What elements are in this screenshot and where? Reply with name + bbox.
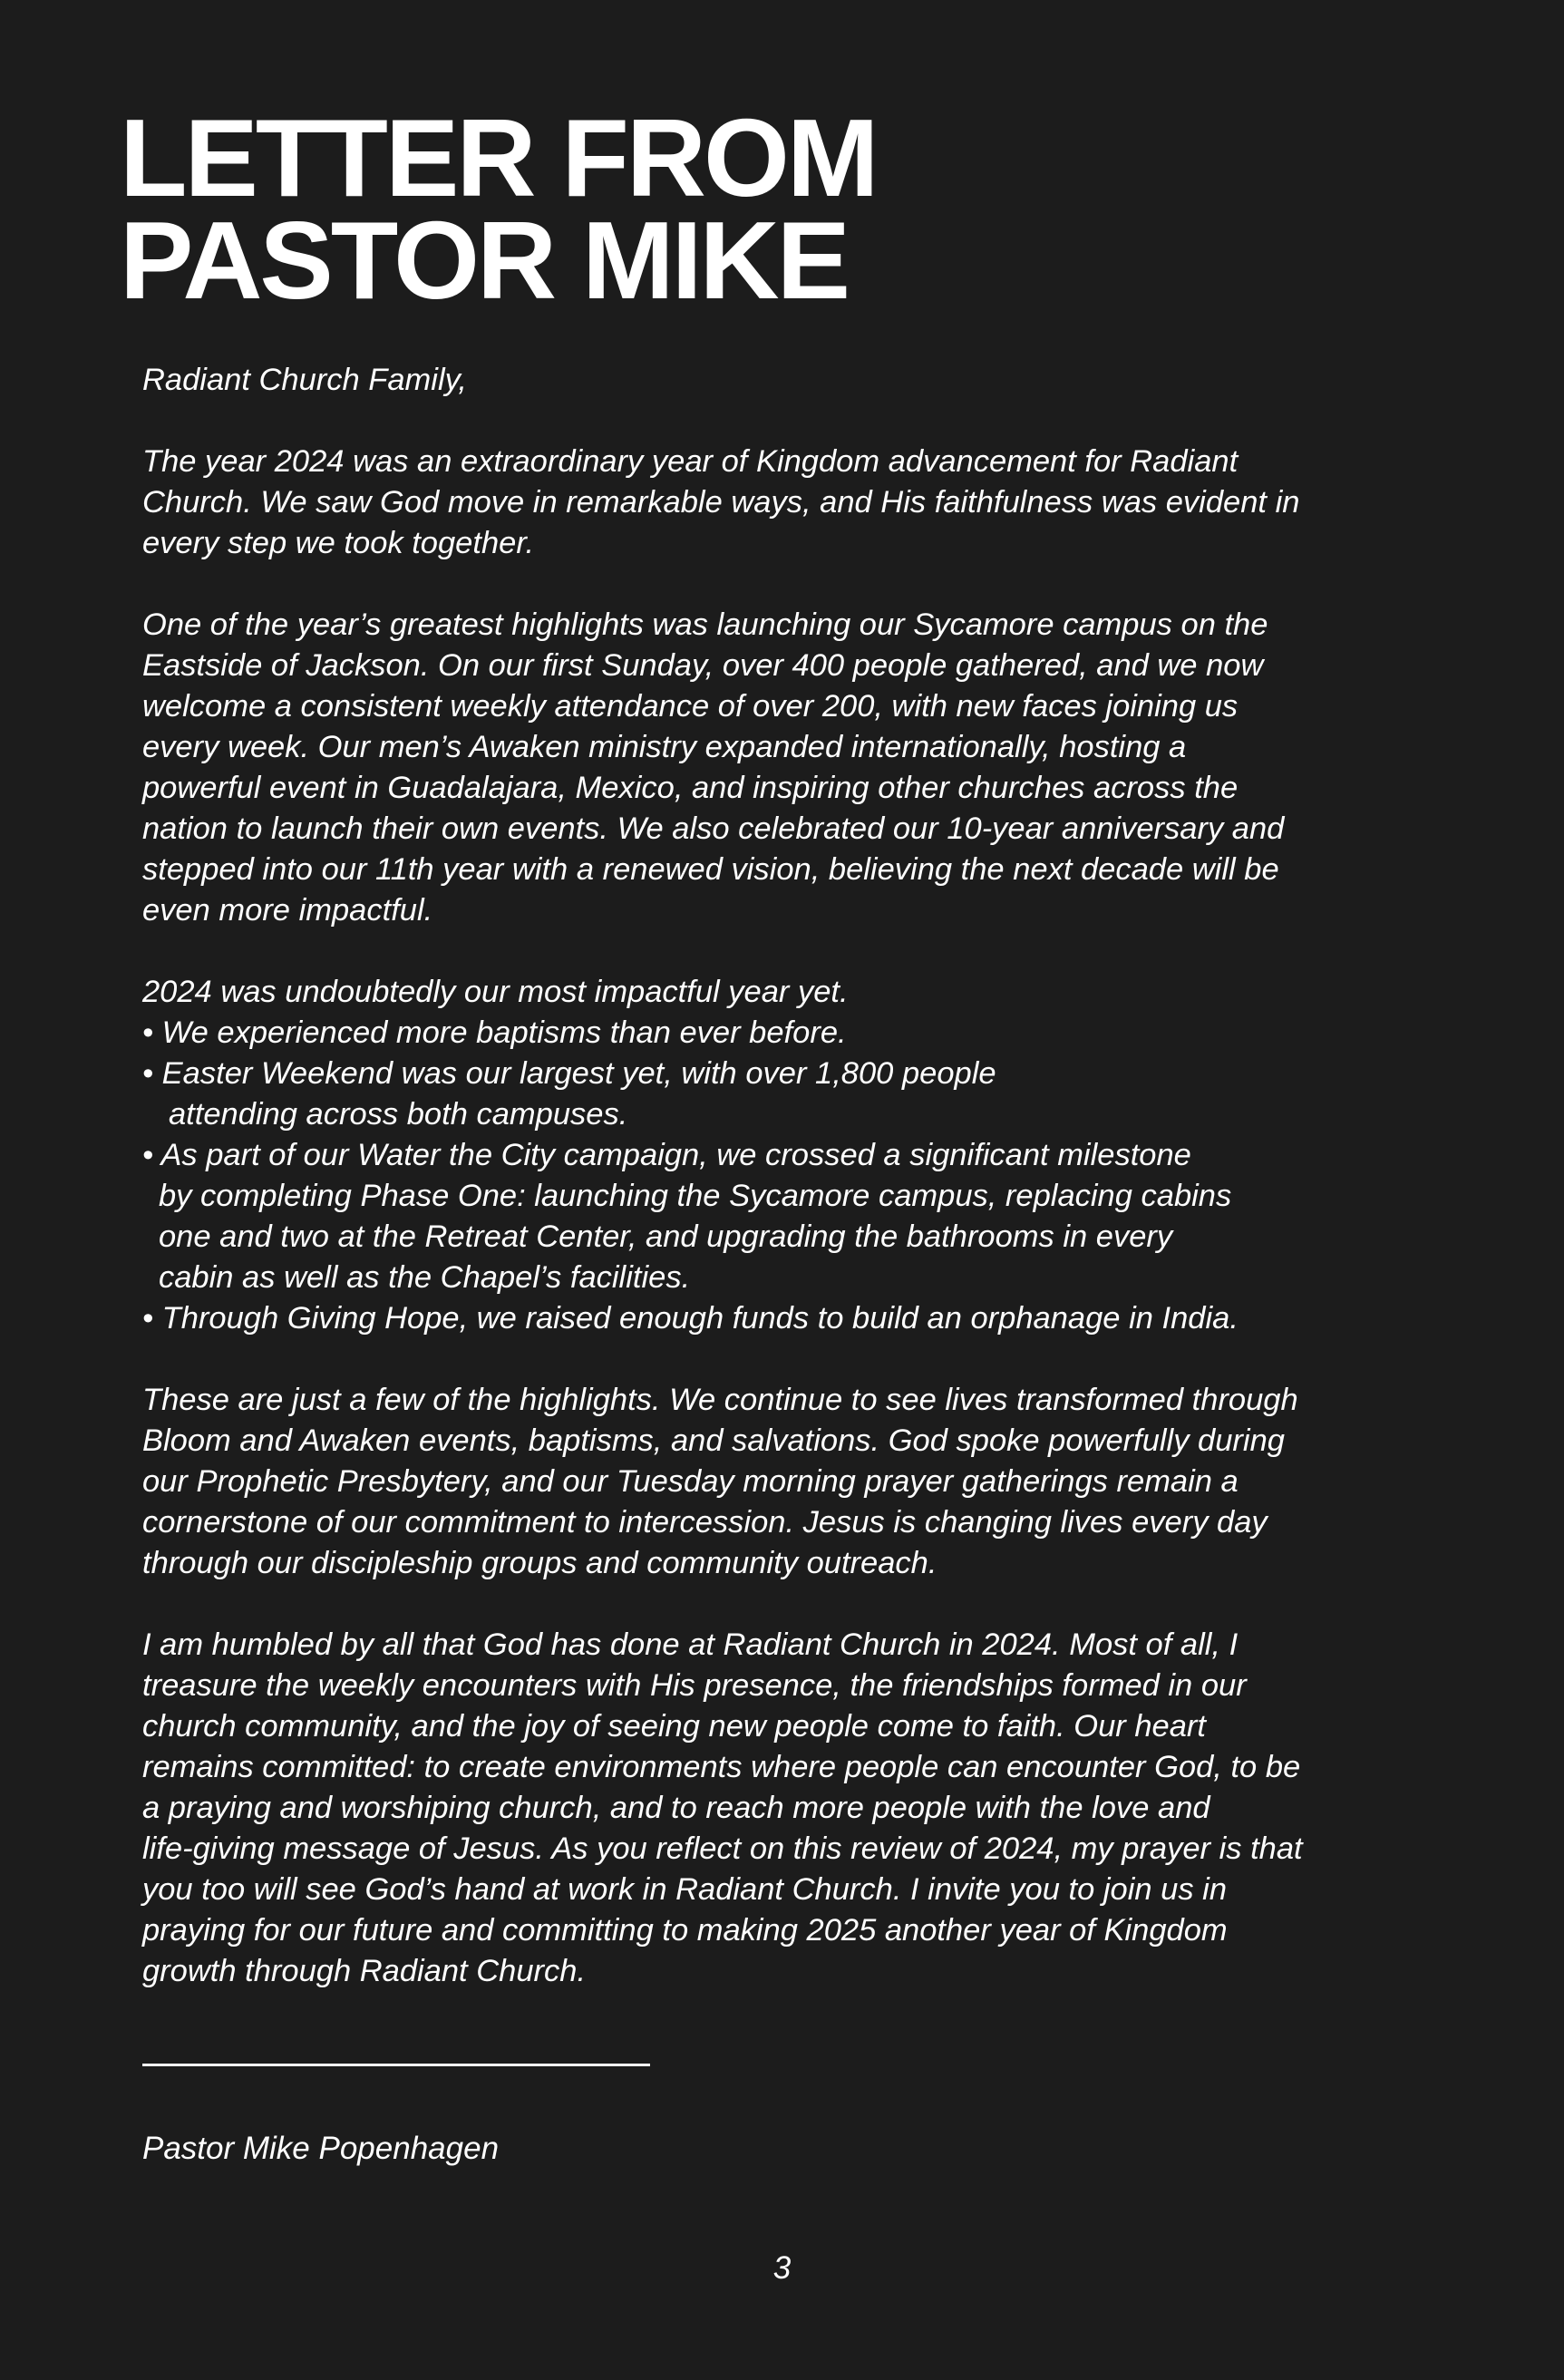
paragraph-line: even more impactful. [142, 893, 433, 928]
paragraph-line: Eastside of Jackson. On our first Sunday, over 400 people gathered, and we now [142, 648, 1264, 683]
paragraph-intro [142, 442, 1439, 564]
highlight-bullet-continuation: by completing Phase One: launching the Sycamore campus, replacing cabins [159, 1179, 1232, 1213]
paragraph-line: Bloom and Awaken events, baptisms, and salvations. God spoke powerfully during [142, 1423, 1285, 1458]
paragraph-line: growth through Radiant Church. [142, 1954, 587, 1988]
highlight-bullet: • Through Giving Hope, we raised enough funds to build an orphanage in India. [142, 1301, 1239, 1336]
paragraph-line: Church. We saw God move in remarkable ways, and His faithfulness was evident in [142, 485, 1300, 520]
paragraph-line: you too will see God’s hand at work in Radiant Church. I invite you to join us in [142, 1872, 1228, 1907]
paragraph-line: every step we took together. [142, 526, 535, 560]
highlight-bullet: • As part of our Water the City campaign, we crossed a significant milestone [142, 1138, 1191, 1172]
paragraph-line: treasure the weekly encounters with His presence, the friendships formed in our [142, 1668, 1247, 1703]
highlight-bullet-continuation: attending across both campuses. [169, 1097, 628, 1132]
highlight-bullet-continuation: cabin as well as the Chapel’s facilities. [159, 1260, 691, 1295]
signature: Pastor Mike Popenhagen [142, 2131, 500, 2166]
paragraph-line: life-giving message of Jesus. As you reflect on this review of 2024, my prayer is that [142, 1831, 1303, 1866]
paragraph-line: a praying and worshiping church, and to reach more people with the love and [142, 1791, 1210, 1825]
paragraph-line: powerful event in Guadalajara, Mexico, and inspiring other churches across the [142, 771, 1239, 805]
paragraph-line: I am humbled by all that God has done at Radiant Church in 2024. Most of all, I [142, 1627, 1239, 1662]
paragraph-line: praying for our future and committing to making 2025 another year of Kingdom [142, 1913, 1228, 1948]
title-line-2: PASTOR MIKE [120, 199, 849, 322]
salutation [142, 360, 1439, 401]
letter-body [142, 360, 1439, 2033]
paragraph-more-highlights [142, 1380, 1439, 1584]
paragraph-line: These are just a few of the highlights. We continue to see lives transformed through [142, 1383, 1298, 1417]
highlight-bullet-continuation: one and two at the Retreat Center, and upgrading the bathrooms in every [159, 1219, 1173, 1254]
page-number: 3 [772, 2250, 792, 2286]
paragraph-line: every week. Our men’s Awaken ministry expanded internationally, hosting a [142, 730, 1187, 764]
highlights-intro: 2024 was undoubtedly our most impactful year yet. [142, 975, 849, 1009]
paragraph-highlights-narrative [142, 605, 1439, 931]
paragraph-line: One of the year’s greatest highlights was launching our Sycamore campus on the [142, 607, 1268, 642]
paragraph-line: nation to launch their own events. We also celebrated our 10-year anniversary and [142, 811, 1285, 846]
highlight-bullet: • Easter Weekend was our largest yet, with over 1,800 people [142, 1056, 996, 1091]
highlight-bullet: • We experienced more baptisms than ever before. [142, 1015, 847, 1050]
title-line-1: LETTER FROM [120, 96, 877, 219]
paragraph-line: stepped into our 11th year with a renewed vision, believing the next decade will be [142, 852, 1279, 887]
page-title [120, 96, 877, 322]
paragraph-line: through our discipleship groups and community outreach. [142, 1546, 937, 1580]
paragraph-line: cornerstone of our commitment to intercession. Jesus is changing lives every day [142, 1505, 1268, 1540]
paragraph-line: remains committed: to create environments where people can encounter God, to be [142, 1750, 1301, 1784]
salutation-text: Radiant Church Family, [142, 363, 467, 397]
paragraph-line: The year 2024 was an extraordinary year of Kingdom advancement for Radiant [142, 444, 1239, 479]
paragraph-line: welcome a consistent weekly attendance of over 200, with new faces joining us [142, 689, 1239, 724]
paragraph-line: our Prophetic Presbytery, and our Tuesday morning prayer gatherings remain a [142, 1464, 1239, 1499]
signature-line [142, 2064, 650, 2066]
highlights-list [142, 972, 1439, 1339]
paragraph-line: church community, and the joy of seeing new people come to faith. Our heart [142, 1709, 1206, 1744]
paragraph-closing [142, 1625, 1439, 1992]
